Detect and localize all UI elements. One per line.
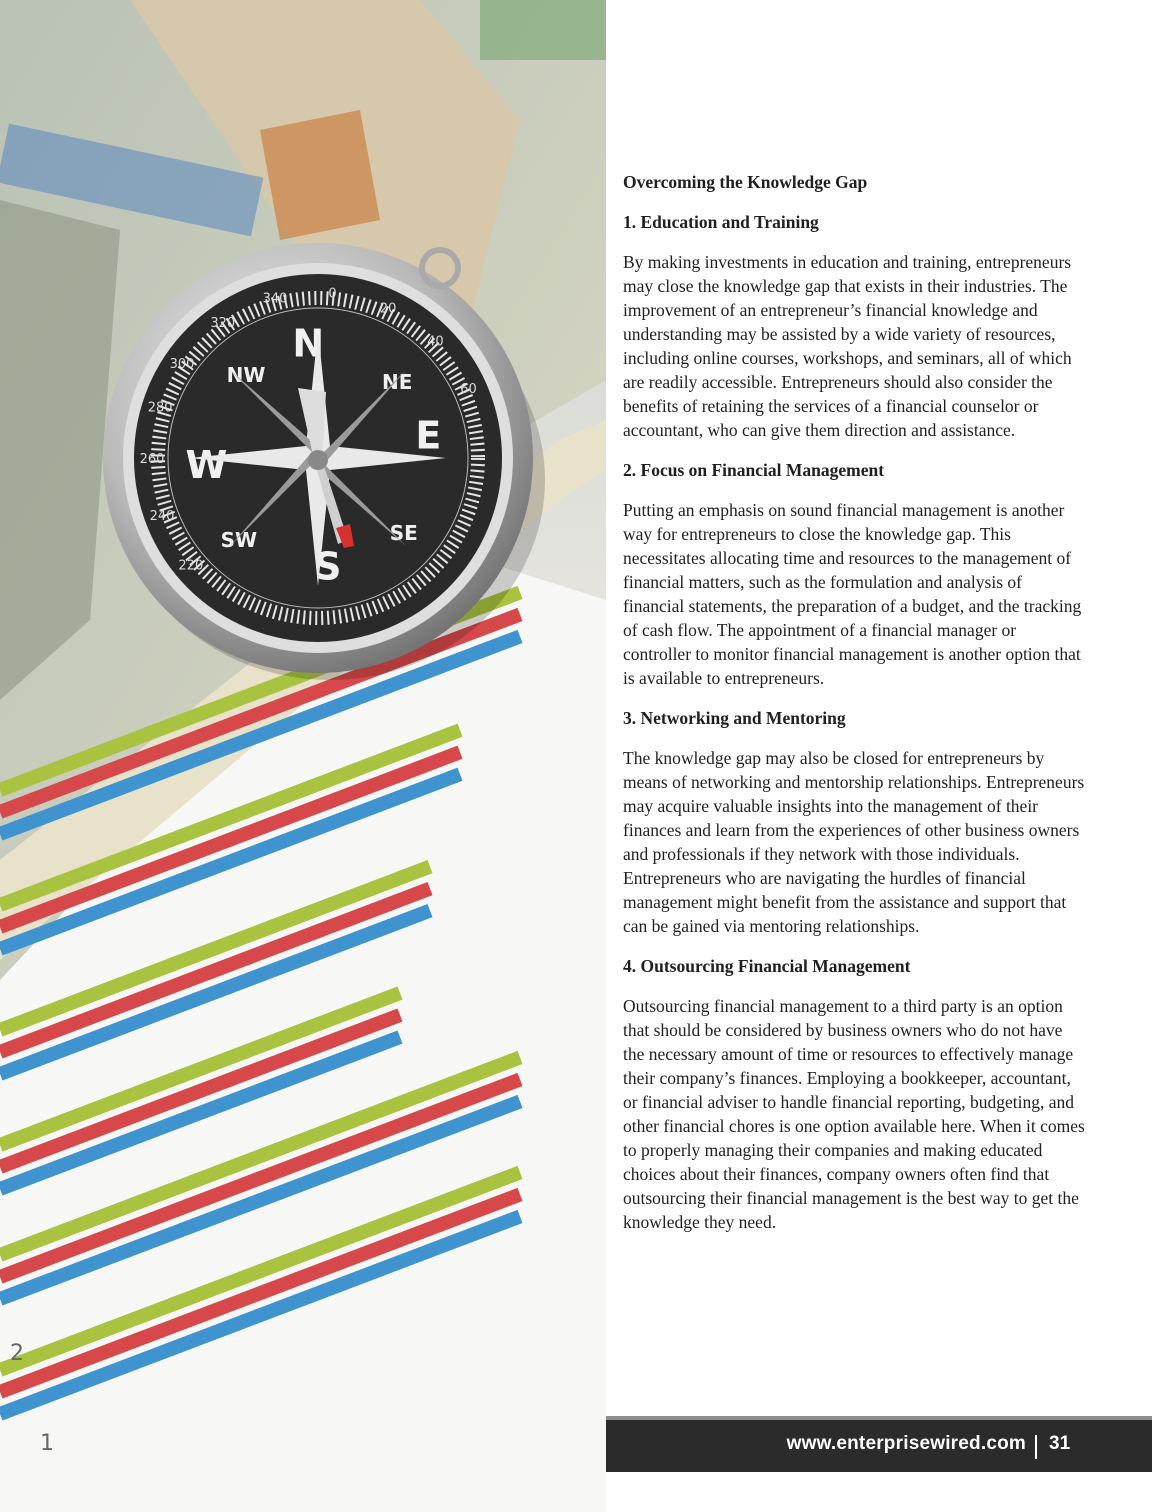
page-footer: [606, 1420, 1152, 1472]
compass-degree: 220: [178, 558, 204, 574]
section-body: The knowledge gap may also be closed for entrepreneurs by means of networking and mentorship relationships. Entrepreneurs may acquire valuable insights into the management of their finances and learn from the experiences of other business owners and professionals if they network with those individuals. Entrepreneurs who are navigating the hurdles of financial management might benefit from the assistance and support that can be gained via mentoring relationships.: [623, 748, 1085, 936]
compass-mark: S: [314, 544, 342, 589]
section-body: By making investments in education and training, entrepreneurs may close the knowledge gap that exists in their industries. The improvement of an entrepreneur’s financial knowledge and understanding may be assisted by a wide variety of resources, including online courses, workshops, and seminars, all of which are readily accessible. Entrepreneurs should also consider the benefits of retaining the services of a financial counselor or accountant, who can give them direction and assistance.: [623, 252, 1072, 440]
article-heading: Overcoming the Knowledge Gap: [623, 172, 868, 192]
compass-degree: 260: [139, 452, 165, 467]
banknote-strip: [480, 0, 606, 60]
compass-degree: 60: [460, 381, 477, 397]
compass-degree: 340: [262, 291, 288, 307]
compass-degree: 280: [147, 400, 173, 416]
section-title: 2. Focus on Financial Management: [623, 460, 885, 480]
compass-degree: 20: [379, 301, 397, 317]
compass-degree: 0: [328, 286, 337, 302]
chart-label-1: 1: [40, 1431, 54, 1456]
section-body: Putting an emphasis on sound financial management is another way for entrepreneurs to close the knowledge gap. This necessitates allocating time and resources to the management of financial matters, such as the formulation and analysis of financial statements, the preparation of a budget, and the tracking of cash flow. The appointment of a financial manager or controller to monitor financial management is another option that is available to entrepreneurs.: [623, 500, 1082, 688]
compass-mark: NW: [226, 363, 266, 388]
compass-mark: E: [415, 413, 442, 458]
compass-pivot: [308, 450, 328, 470]
compass-degree: 40: [427, 334, 444, 350]
section-title: 1. Education and Training: [623, 212, 819, 232]
banknote-seal: [260, 110, 380, 240]
article: [623, 170, 1085, 1250]
section-title: 4. Outsourcing Financial Management: [623, 956, 911, 976]
compass-mark: SW: [220, 528, 258, 553]
section-body: Outsourcing financial management to a third party is an option that should be considered by business owners who do not have the necessary amount of time or resources to effectively manage their company’s finances. Employing a bookkeeper, accountant, or financial adviser to handle financial reporting, budgeting, and other financial chores is one option available here. When it comes to properly managing their companies and making educated choices about their finances, company owners often find that outsourcing their financial management is the best way to get the knowledge they need.: [623, 996, 1085, 1232]
section-title: 3. Networking and Mentoring: [623, 708, 846, 728]
page-number: 31: [1049, 1433, 1071, 1454]
compass-mark: SE: [389, 520, 418, 545]
compass-mark: W: [185, 442, 228, 487]
compass-mark: NE: [381, 369, 413, 394]
compass-mark: N: [292, 321, 325, 366]
compass-degree: 240: [149, 508, 175, 524]
site-url: www.enterprisewired.com: [786, 1433, 1026, 1454]
chart-label-2: 2: [10, 1341, 24, 1366]
compass-degree: 320: [210, 316, 236, 332]
footer-separator: [1035, 1435, 1037, 1459]
compass-degree: 300: [169, 356, 195, 372]
